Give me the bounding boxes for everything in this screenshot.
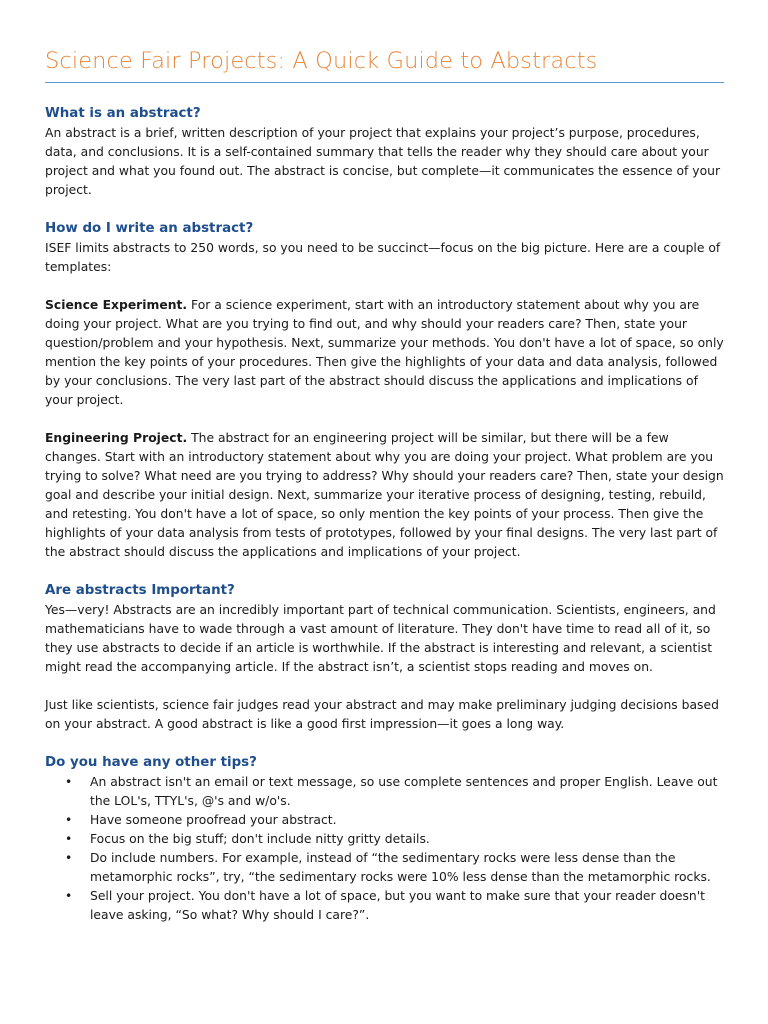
science-experiment-label: Science Experiment. [45, 298, 188, 312]
bullet-icon: • [65, 813, 73, 827]
tips-list [45, 773, 724, 925]
engineering-project-label: Engineering Project. [45, 431, 188, 445]
list-item: • Sell your project. You don't have a lot of space, but you want to make sure that your reader doesn't leave asking, “So what? Why should I care?”. [65, 889, 705, 922]
heading-other-tips: Do you have any other tips? [45, 755, 257, 770]
engineering-project-text: The abstract for an engineering project will be similar, but there will be a few changes. Start with an introductory statement about why you are doing your project. What problem are you trying to solve? What need are you trying to address? Why should your readers care? Then, state your design goal and describe your initial design. Next, summarize your iterative process of designing, testing, rebuild, and retesting. You don't have a lot of space, so only mention the key points of your process. Then give the highlights of your data analysis from tests of prototypes, followed by your final designs. The very last part of the abstract should discuss the applications and implications of your project. [45, 431, 724, 559]
page-title: Science Fair Projects: A Quick Guide to Abstracts [45, 48, 724, 83]
paragraph-what-is-abstract: An abstract is a brief, written description of your project that explains your project’s purpose, procedures, data, and conclusions. It is a self-contained summary that tells the reader why they should care about your project and what you found out. The abstract is concise, but complete—it communicates the essence of your project. [45, 126, 721, 197]
bullet-icon: • [65, 851, 73, 865]
bullet-icon: • [65, 832, 73, 846]
list-item: • Have someone proofread your abstract. [45, 811, 724, 830]
science-experiment-text: For a science experiment, start with an introductory statement about why you are doing your project. What are you trying to find out, and why should your readers care? Then, state your question/problem and your hypothesis. Next, summarize your methods. You don't have a lot of space, so only mention the key points of your procedures. Then give the highlights of your data and data analysis, followed by your conclusions. The very last part of the abstract should discuss the applications and implications of your project. [45, 298, 724, 407]
list-item: • Do include numbers. For example, instead of “the sedimentary rocks were less dense than the metamorphic rocks”, try, “the sedimentary rocks were 10% less dense than the metamorphic rocks. [65, 851, 711, 884]
paragraph-how-to-write: ISEF limits abstracts to 250 words, so you need to be succinct—focus on the big picture. Here are a couple of templates: [45, 241, 721, 274]
heading-how-to-write: How do I write an abstract? [45, 221, 254, 236]
bullet-icon: • [65, 889, 73, 903]
heading-what-is-abstract: What is an abstract? [45, 106, 201, 121]
list-item: • An abstract isn't an email or text message, so use complete sentences and proper English. Leave out the LOL's, TTYL's, @'s and w/o's. [65, 775, 718, 808]
paragraph-science-experiment [45, 296, 724, 410]
list-item: • Focus on the big stuff; don't include nitty gritty details. [45, 830, 724, 849]
bullet-icon: • [65, 775, 73, 789]
paragraph-abstracts-important-1: Yes—very! Abstracts are an incredibly important part of technical communication. Scientists, engineers, and mathematicians have to wade through a vast amount of literature. They don't have time to read all of it, so they use abstracts to decide if an article is worthwhile. If the abstract is interesting and relevant, a scientist might read the accompanying article. If the abstract isn’t, a scientist stops reading and moves on. [45, 603, 716, 674]
paragraph-engineering-project [45, 429, 724, 562]
paragraph-abstracts-important-2: Just like scientists, science fair judges read your abstract and may make preliminary judging decisions based on your abstract. A good abstract is like a good first impression—it goes a long way. [45, 698, 719, 731]
heading-abstracts-important: Are abstracts Important? [45, 583, 235, 598]
